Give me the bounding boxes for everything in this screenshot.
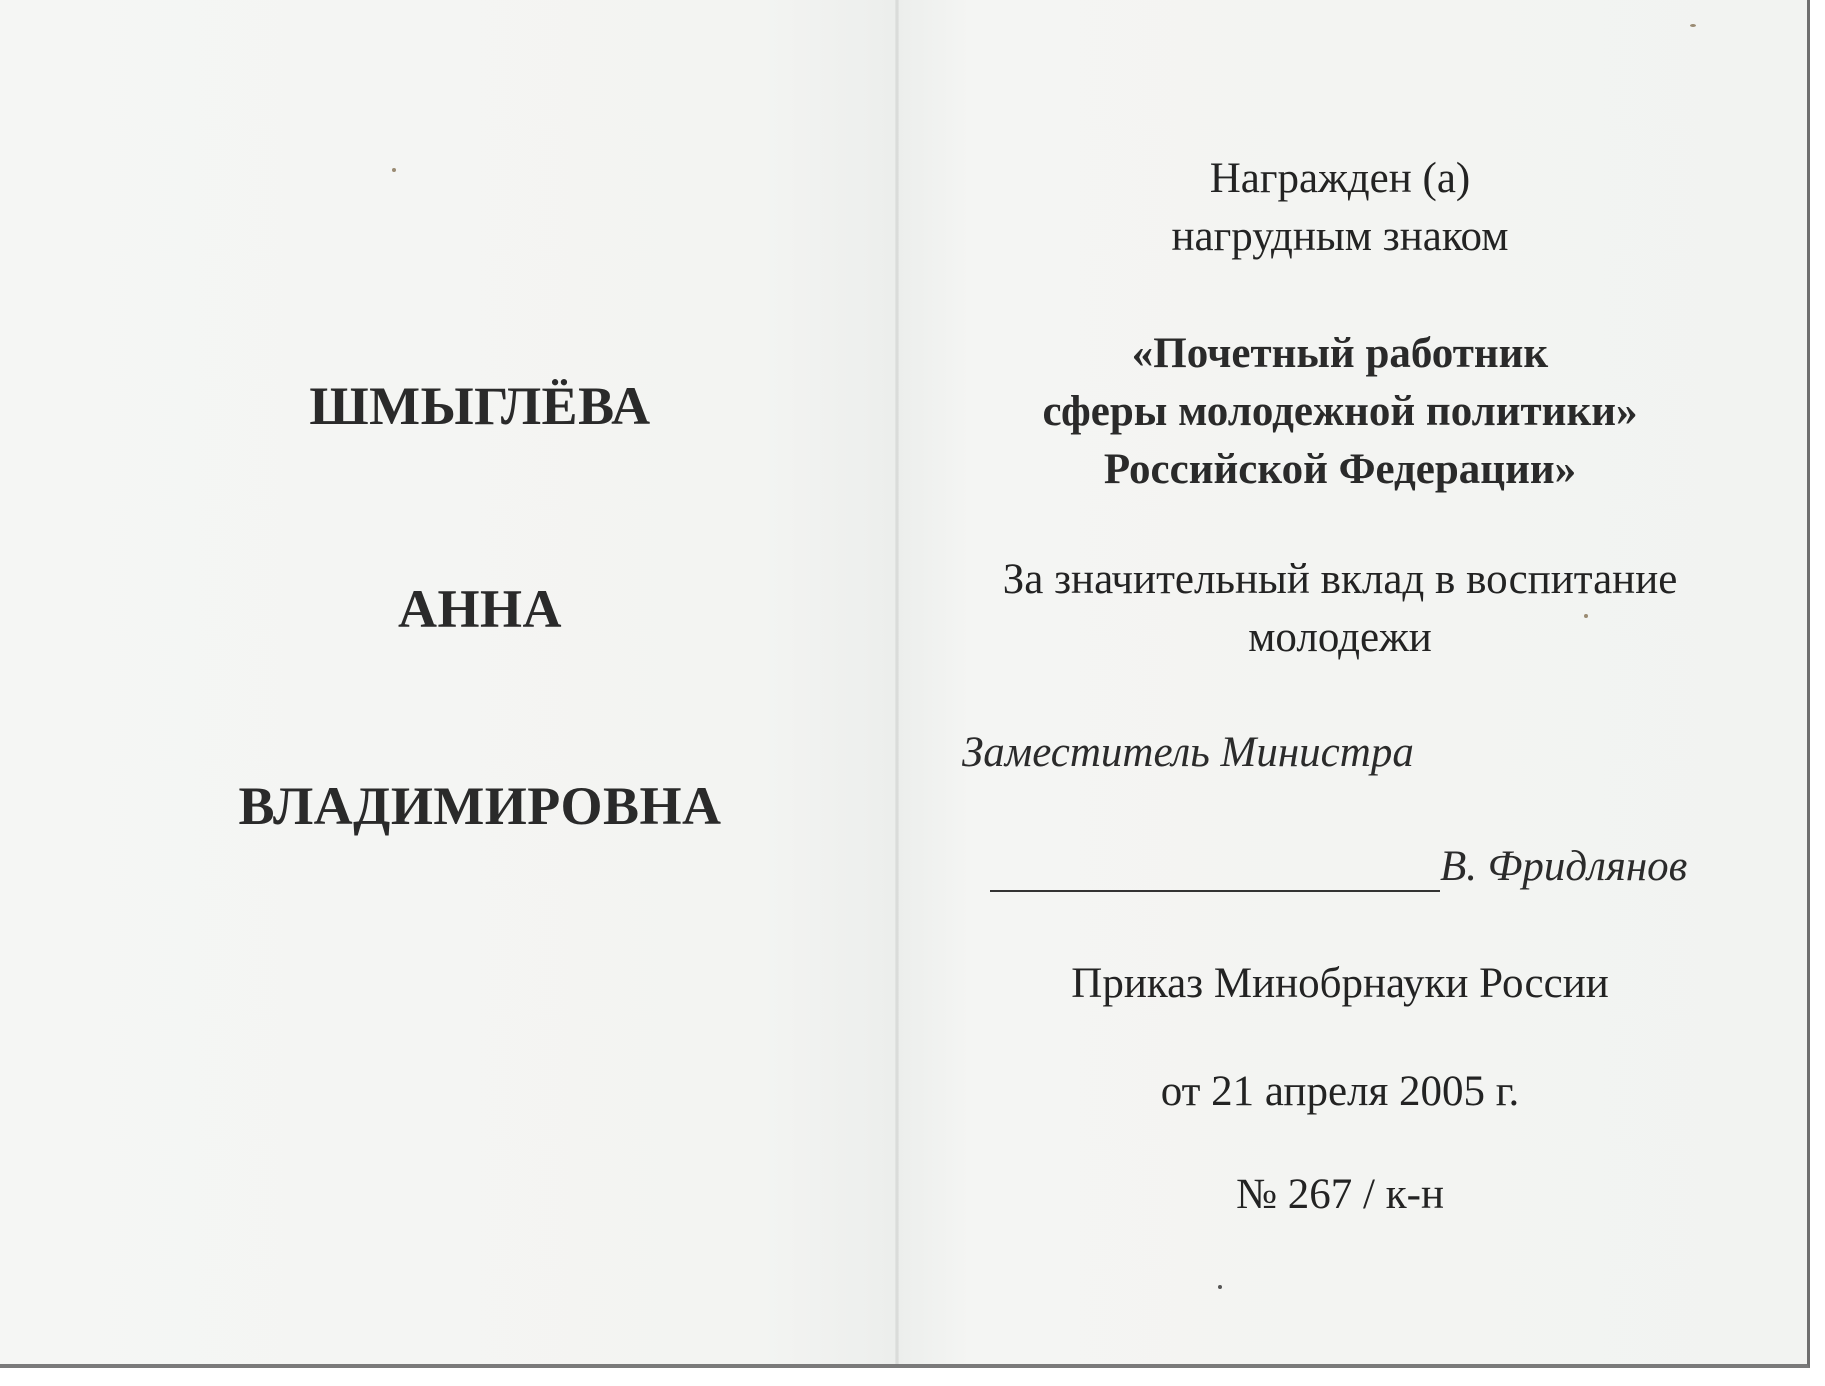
signature-line <box>990 890 1440 892</box>
left-page <box>0 0 897 1364</box>
award-title-line: Российской Федерации» <box>1103 446 1577 493</box>
order-date: от 21 апреля 2005 г. <box>1160 1068 1520 1115</box>
center-fold <box>895 0 899 1364</box>
signer-position: Заместитель Министра <box>962 729 1414 776</box>
recipient-first-name: АННА <box>398 579 562 639</box>
award-reason-line: За значительный вклад в воспитание <box>1002 556 1678 603</box>
recipient-patronymic: ВЛАДИМИРОВНА <box>238 776 722 836</box>
paper-speck <box>392 168 396 172</box>
award-title <box>900 325 1780 499</box>
paper-speck <box>1690 24 1696 27</box>
award-intro-line: Награжден (а) <box>1209 155 1471 202</box>
award-reason-line: молодежи <box>1248 614 1432 661</box>
order-title: Приказ Минобрнауки России <box>1071 960 1609 1007</box>
award-title-line: сферы молодежной политики» <box>1042 388 1638 435</box>
award-reason <box>900 551 1780 667</box>
award-title-line: «Почетный работник <box>1131 330 1549 377</box>
award-intro-line: нагрудным знаком <box>1171 213 1509 260</box>
order-number: № 267 / к-н <box>1236 1171 1444 1218</box>
paper-speck <box>1218 1285 1222 1289</box>
recipient-surname: ШМЫГЛЁВА <box>309 376 651 436</box>
signer-name: В. Фридлянов <box>1440 843 1688 890</box>
award-intro <box>900 150 1780 266</box>
